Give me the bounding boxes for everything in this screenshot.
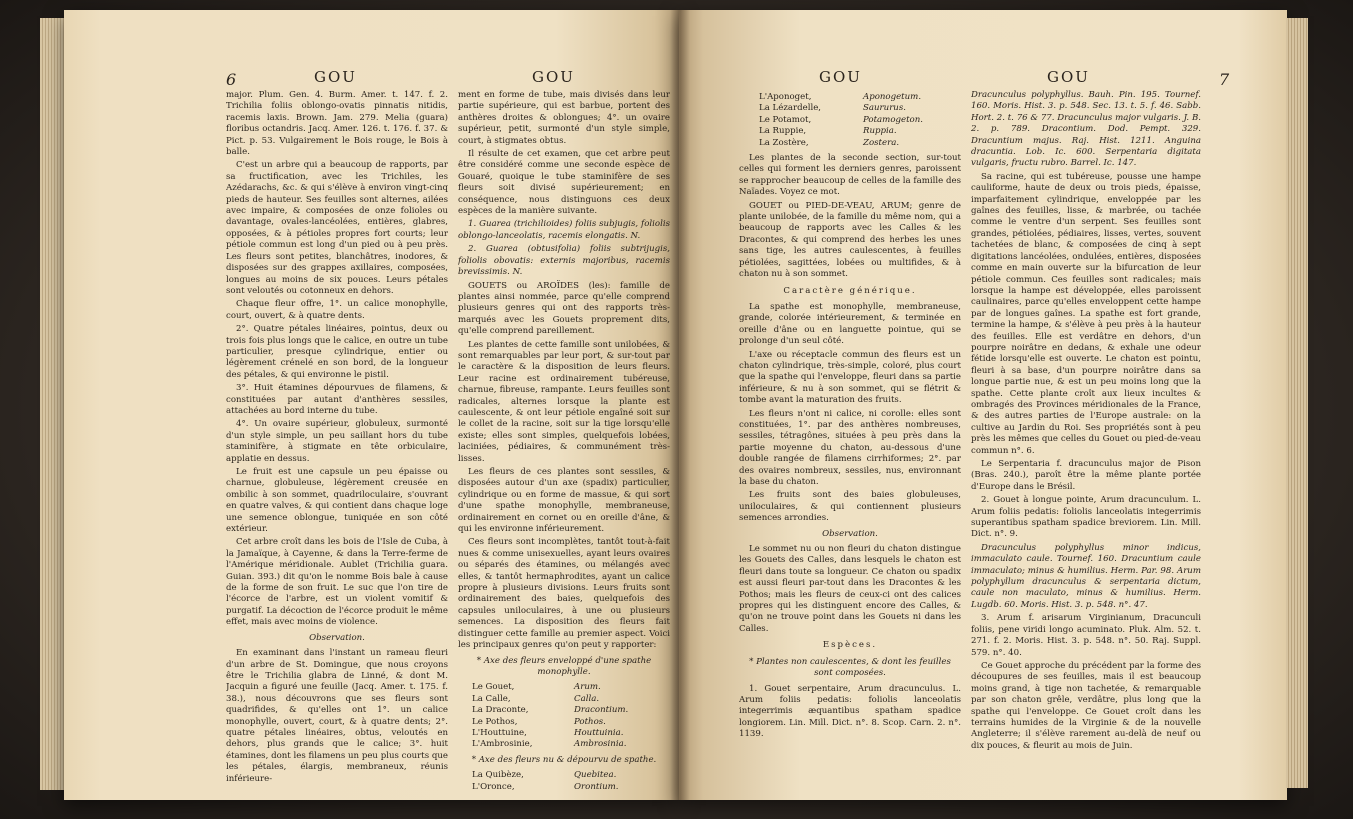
section-heading: Espèces. <box>822 640 878 651</box>
paragraph: Cet arbre croît dans les bois de l'Isle de Cuba, à la Jamaïque, à Cayenne, & dans la Terre-ferme de l'Amérique méridionale. Aublet (Trichilia guara. Guian. 393.) dit qu'on le nomme Bois bale à cause de la forme de son fruit. Le suc que l'on tire de l'écorce de l'arbre, est un violent vomitif & purgatif. La décoction de l'écorce produit le même effet, mais avec moins de violence. <box>226 537 448 628</box>
paragraph: Les plantes de cette famille sont unilobées, & sont remarquables par leur port, & sur-tout par le caractère & la disposition de leurs fleurs. Leur racine est ordinairement tubéreuse, charnue, fibreuse, rampante. Leurs feuilles sont radicales, alternes lorsque la plante est caulescente, & ont leur pétiole engaîné soit sur le collet de la racine, soit sur la tige lorsqu'elle existe; elles sont simples, quelquefois lobées, laciniées, pédiaires, & communément très-lisses. <box>458 339 670 464</box>
paragraph: Chaque fleur offre, 1°. un calice monophylle, court, ouvert, & à quatre dents. <box>226 299 448 321</box>
genus-list <box>472 682 670 750</box>
genus-lat: Potamogeton. <box>863 114 923 125</box>
page-number: 7 <box>1219 70 1230 89</box>
left-page <box>64 10 679 800</box>
genus-lat: Arum. <box>574 682 601 693</box>
genus-list <box>759 92 961 149</box>
paragraph: Ce Gouet approche du précédent par la forme des découpures de ses feuilles, mais il est beaucoup moins grand, à tige non tachetée, & remarquable par son chaton grêle, verdâtre, plus long que la spathe qui l'enveloppe. Ce Gouet croît dans les terrains humides de la Virginie & de la nouvelle Angleterre; il s'élève rarement au-delà de neuf ou dix pouces, & fleurit au mois de Juin. <box>971 660 1201 751</box>
genus-fr: La Zostère, <box>759 137 809 148</box>
genus-lat: Ruppia. <box>863 126 897 137</box>
left-fore-edge <box>40 18 66 790</box>
genus-lat: Quebitea. <box>574 770 617 781</box>
text-column-3 <box>739 90 961 790</box>
genus-lat: Orontium. <box>574 781 619 790</box>
genus-lat: Dracontium. <box>574 705 629 716</box>
genus-fr: L'Aponoget, <box>759 92 812 102</box>
page-number: 6 <box>226 70 237 89</box>
paragraph: L'axe ou réceptacle commun des fleurs est un chaton cylindrique, très-simple, coloré, plus court que la spathe qui l'enveloppe, fleuri dans sa partie inférieure, & nu à son sommet, qui se flétrit & tombe avant la maturation des fruits. <box>739 349 961 406</box>
genus-fr: La Draconte, <box>472 705 529 716</box>
species-entry: 2. Gouet à longue pointe, Arum dracunculum. L. Arum foliis pedatis: foliolis lanceolatis integerrimis superantibus spatham spadice breviorem. Lin. Mill. Dict. n°. 9. <box>971 495 1201 540</box>
text-column-4 <box>971 90 1201 790</box>
text-column-2 <box>458 90 670 790</box>
paragraph: GOUETS ou AROÏDES (les): famille de plantes ainsi nommée, parce qu'elle comprend plusieurs genres qui ont des rapports très-marqués avec les Gouets proprement dits, qu'elle comprend pareillement. <box>458 280 670 337</box>
paragraph: Le Serpentaria f. dracunculus major de Pison (Bras. 240.), paroît être la même plante portée d'Europe dans le Brésil. <box>971 459 1201 492</box>
subsection-heading: * Plantes non caulescentes, & dont les feuilles sont composées. <box>749 656 951 679</box>
running-header: GOU <box>819 68 862 86</box>
species-entry: 2. Guarea (obtusifolia) foliis subtrijugis, foliolis obovatis: externis majoribus, racemis brevissimis. N. <box>458 244 670 278</box>
genus-lat: Ambrosinia. <box>574 739 627 750</box>
paragraph: Les plantes de la seconde section, sur-tout celles qui forment les derniers genres, paroissent se rapprocher beaucoup de celles de la famille des Naïades. Voyez ce mot. <box>739 153 961 198</box>
genus-fr: L'Oronce, <box>472 781 515 790</box>
right-fore-edge <box>1286 18 1308 788</box>
paragraph: 2°. Quatre pétales linéaires, pointus, deux ou trois fois plus longs que le calice, en outre un tube particulier, presque cylindrique, entier ou légèrement crénelé en son bord, de la longueur des pétales, & qui environne le pistil. <box>226 324 448 380</box>
paragraph: 3°. Huit étamines dépourvues de filamens, & constituées par autant d'anthères sessiles, attachées au bord interne du tube. <box>226 383 448 416</box>
genus-fr: Le Pothos, <box>472 716 518 727</box>
genus-fr: L'Ambrosinie, <box>472 739 533 750</box>
running-header: GOU <box>532 68 575 86</box>
list-heading: * Axe des fleurs nu & dépourvu de spathe. <box>471 754 657 765</box>
paragraph: Le sommet nu ou non fleuri du chaton distingue les Gouets des Calles, dans lesquels le chaton est fleuri dans toute sa longueur. Ce chaton ou spadix est aussi fleuri par-tout dans les Dracontes & les Pothos; mais les fleurs de ceux-ci ont des calices propres qui les distinguent encore des Calles, & qu'on ne trouve point dans les Gouets ni dans les Calles. <box>739 544 961 634</box>
paragraph: C'est un arbre qui a beaucoup de rapports, par sa fructification, avec les Trichiles, les Azédarachs, &c. & qui s'élève à environ vingt-cinq pieds de hauteur. Ses feuilles sont alternes, ailées avec impaire, & composées de onze folioles ou davantage, ovales-lancéolées, entières, glabres, opposées, & à pétioles propres fort courts; leur pétiole commun est long d'un pied ou à peu près. Les fleurs sont petites, blanchâtres, inodores, & disposées sur des grappes axillaires, composées, longues au moins de six pouces. Leurs pétales sont veloutés ou cotonneux en dehors. <box>226 160 448 296</box>
running-header: GOU <box>1047 68 1090 86</box>
species-entry: 1. Gouet serpentaire, Arum dracunculus. L. Arum foliis pedatis: foliolis lanceolatis integerrimis æquantibus spatham spadice longiorem. Lin. Mill. Dict. n°. 8. Scop. Carn. 2. n°. 1139. <box>739 683 961 740</box>
section-heading: Observation. <box>309 632 365 643</box>
section-heading: Caractère générique. <box>783 285 917 296</box>
paragraph: Le fruit est une capsule un peu épaisse ou charnue, globuleuse, légèrement creusée en ombilic à son sommet, quadriloculaire, s'ouvrant en quatre valves, & qui contient dans chaque loge une semence oblongue, tuniquée en son côté extérieur. <box>226 467 448 535</box>
paragraph: Les fruits sont des baies globuleuses, uniloculaires, & qui contiennent plusieurs semences arrondies. <box>739 490 961 524</box>
genus-lat: Calla. <box>574 693 600 704</box>
genus-lat: Zostera. <box>863 137 900 148</box>
genus-fr: L'Houttuine, <box>472 727 527 738</box>
genus-fr: La Lézardelle, <box>759 103 822 114</box>
species-entry: 3. Arum f. arisarum Virginianum, Dracunculi foliis, pene viridi longo acuminato. Pluk. Alm. 52. t. 271. f. 2. Moris. Hist. 3. p. 548. n°. 50. Raj. Suppl. 579. n°. 40. <box>971 613 1201 658</box>
book-gutter <box>670 10 690 800</box>
paragraph: Ces fleurs sont incomplètes, tantôt tout-à-fait nues & comme unisexuelles, ayant leurs ovaires ou séparés des étamines, ou mélangés avec elles, & tantôt hermaphrodites, ayant un calice propre à plusieurs divisions. Leurs fruits sont ordinairement des baies, quelquefois des capsules uniloculaires, à une ou plusieurs semences. La disposition des fleurs fait distinguer cette famille au premier aspect. Voici les principaux genres qu'on peut y rapporter: <box>458 537 670 651</box>
list-heading: * Axe des fleurs enveloppé d'une spathe monophylle. <box>476 655 652 677</box>
genus-lat: Pothos. <box>574 716 606 727</box>
text-column-1 <box>226 90 448 790</box>
paragraph: 4°. Un ovaire supérieur, globuleux, surmonté d'un style simple, un peu saillant hors du tube staminifère, à stigmate en tête orbiculaire, applatie en dessus. <box>226 419 448 464</box>
paragraph: GOUET ou PIED-DE-VEAU, ARUM; genre de plante unilobée, de la famille du même nom, qui a beaucoup de rapports avec les Calles & les Dracontes, & qui comprend des herbes les unes sans tige, les autres caulescentes, à feuilles pétiolées, sagittées, lobées ou multifides, & à chaton nu à son sommet. <box>739 200 961 280</box>
paragraph: En examinant dans l'instant un rameau fleuri d'un arbre de St. Domingue, que nous croyons être le Trichilia glabra de Linné, & dont M. Jacquin a figuré une feuille (Jacq. Amer. t. 175. f. 38.), nous découvrons que ses fleurs sont quadrifides, & qu'elles ont 1°. un calice monophylle, ouvert, court, & à quatre dents; 2°. quatre pétales linéaires, obtus, veloutés en dehors, plus grands que le calice; 3°. huit étamines, dont les filamens un peu plus courts que les pétales, élargis, membraneux, réunis inférieure- <box>226 648 448 784</box>
species-entry: 1. Guarea (trichilioides) foliis subjugis, foliolis oblongo-lanceolatis, racemis elongatis. N. <box>458 219 670 241</box>
synonymy: Dracunculus polyphyllus minor indicus, immaculato caule. Tournef. 160. Dracuntium caule immaculato; minus & humilius. Herm. Par. 98. Arum polyphyllum dracunculus & serpentaria dictum, caule non maculato, minus & humilius. Herm. Lugdb. 60. Moris. Hist. 3. p. 548. n°. 47. <box>971 542 1201 610</box>
genus-list <box>472 770 670 790</box>
genus-lat: Saururus. <box>863 103 906 114</box>
genus-fr: La Ruppie, <box>759 126 807 137</box>
genus-lat: Houttuinia. <box>574 727 624 738</box>
paragraph: major. Plum. Gen. 4. Burm. Amer. t. 147. f. 2. Trichilia foliis oblongo-ovatis pinnatis nitidis, racemis laxis. Brown. Jam. 279. Melia (guara) floribus octandris. Jacq. Amer. 126. t. 176. f. 37. & Pict. p. 53. Vulgairement le Bois rouge, le Bois à balle. <box>226 90 448 158</box>
paragraph: Il résulte de cet examen, que cet arbre peut être considéré comme une seconde espèce de Gouaré, quoique le tube staminifère de ses fleurs soit divisé supérieurement; en conséquence, nous distinguons ces deux espèces de la manière suivante. <box>458 149 670 217</box>
section-heading: Observation. <box>822 528 878 539</box>
paragraph: Les fleurs n'ont ni calice, ni corolle: elles sont constituées, 1°. par des anthères nombreuses, sessiles, tétragônes, situées à peu près dans la partie moyenne du chaton, au-dessous d'une double rangée de filamens cirrhiformes; 2°. par des ovaires nombreux, sessiles, nus, environnant la base du chaton. <box>739 408 961 487</box>
synonymy: Dracunculus polyphyllus. Bauh. Pin. 195. Tournef. 160. Moris. Hist. 3. p. 548. Sec. 13. t. 5. f. 46. Sabb. Hort. 2. t. 76 & 77. Dracunculus major vulgaris. J. B. 2. p. 789. Dracontium. Dod. Pempt. 329. Dracuntium majus. Raj. Hist. 1211. Anguina dracuntia. Lob. Ic. 600. Serpentaria digitata vulgaris, fructu rubro. Barrel. Ic. 147. <box>971 90 1201 169</box>
paragraph: Sa racine, qui est tubéreuse, pousse une hampe cauliforme, haute de deux ou trois pieds, épaisse, imparfaitement cylindrique, enveloppée par les gaînes des feuilles, lisse, & marbrée, ou tachée comme le ventre d'un serpent. Ses feuilles sont grandes, pétiolées, pédiaires, lisses, vertes, souvent tachetées de blanc, & composées de cinq à sept digitations lancéolées, ondulées, entières, disposées comme en main ouverte sur la bifurcation de leur pétiole commun. Ces feuilles sont radicales; mais lorsque la hampe est développée, elles paroissent caulinaires, parce qu'elles enveloppent cette hampe par de longues gaînes. La spathe est fort grande, termine la hampe, & s'élève à peu près à la hauteur des feuilles. Elle est verdâtre en dehors, d'un pourpre noirâtre en dedans, & exhale une odeur fétide lorsqu'elle est ouverte. Le chaton est pointu, fleuri à sa base, d'un pourpre noirâtre dans sa longue partie nue, & est un peu moins long que la spathe. Cette plante croît aux lieux incultes & ombragés des Provinces méridionales de la France, & des autres parties de l'Europe australe: on la cultive au Jardin du Roi. Ses propriétés sont à peu près les mêmes que celles du Gouet ou pied-de-veau commun n°. 6. <box>971 171 1201 456</box>
genus-fr: La Quibèze, <box>472 770 524 781</box>
right-page <box>679 10 1287 800</box>
genus-fr: Le Gouet, <box>472 682 515 693</box>
paragraph: Les fleurs de ces plantes sont sessiles, & disposées autour d'un axe (spadix) particulier, cylindrique ou en forme de massue, & qui sort d'une spathe monophylle, membraneuse, ordinairement en cornet ou en oreille d'âne, & qui les environne inférieurement. <box>458 467 670 535</box>
genus-lat: Aponogetum. <box>863 92 922 102</box>
running-header: GOU <box>314 68 357 86</box>
genus-fr: La Calle, <box>472 693 511 704</box>
paragraph: La spathe est monophylle, membraneuse, grande, colorée intérieurement, & terminée en oreille d'âne ou en languette pointue, qui se prolonge d'un seul côté. <box>739 301 961 347</box>
paragraph: ment en forme de tube, mais divisés dans leur partie supérieure, qui est barbue, portent des anthères droites & oblongues; 4°. un ovaire supérieur, petit, surmonté d'un style simple, court, à stigmates obtus. <box>458 90 670 146</box>
genus-fr: Le Potamot, <box>759 114 812 125</box>
